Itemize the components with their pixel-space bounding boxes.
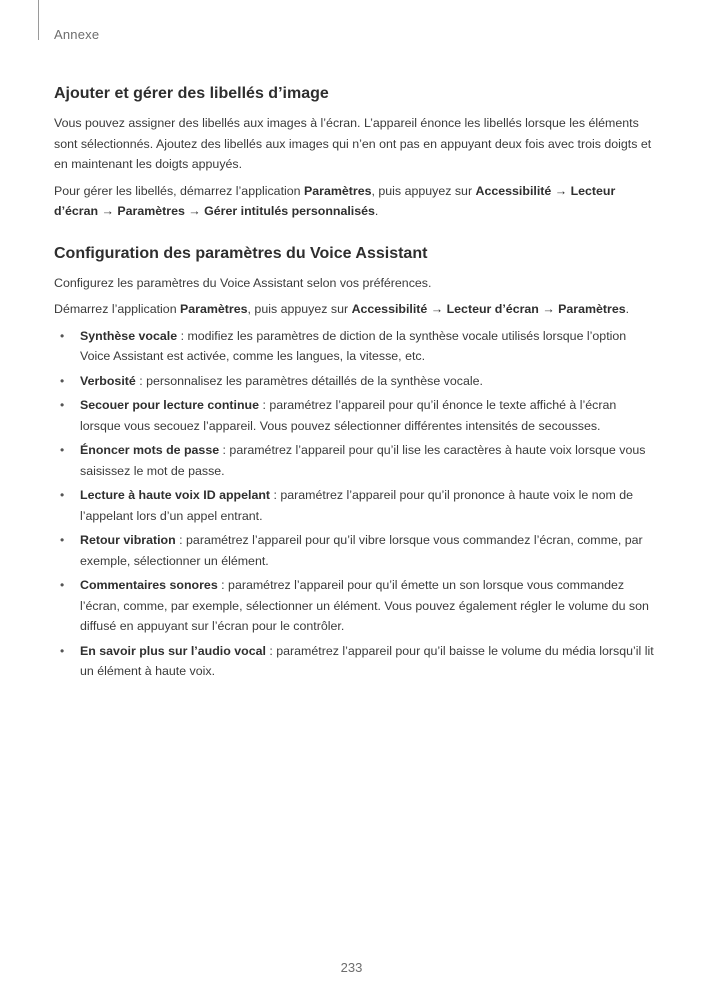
- page-number: 233: [340, 960, 363, 975]
- list-item: [54, 575, 654, 637]
- item-desc: : paramétrez l’appareil pour qu’il lise les caractères à haute voix lorsque vous saisissez le mot de passe.: [80, 443, 646, 478]
- bullet-icon: •: [60, 578, 65, 592]
- path-mid: , puis appuyez sur: [247, 302, 352, 316]
- item-desc: : personnalisez les paramètres détaillés de la synthèse vocale.: [135, 373, 483, 388]
- path-prefix: Pour gérer les libellés, démarrez l’application: [54, 183, 304, 198]
- item-desc: : modifiez les paramètres de diction de la synthèse vocale utilisés lorsque l’option Voice Assistant est activée, comme les langues, la vitesse, etc.: [80, 328, 627, 363]
- running-header: Annexe: [54, 27, 100, 42]
- item-desc: : paramétrez l’appareil pour qu’il prononce à haute voix le nom de l’appelant lors d’un appel entrant.: [80, 488, 634, 523]
- item-term: Secouer pour lecture continue: [80, 398, 260, 412]
- settings-list: [54, 326, 654, 682]
- bullet-icon: •: [60, 328, 65, 343]
- bullet-icon: •: [60, 443, 65, 457]
- item-term: Synthèse vocale: [80, 328, 178, 343]
- page-content: [54, 84, 654, 686]
- bullet-icon: •: [60, 398, 65, 412]
- section-intro: Vous pouvez assigner des libellés aux images à l’écran. L’appareil énonce les libellés lorsque les éléments sont sélectionnés. Ajoutez des libellés aux images qui n’en ont pas en appuyant deux fois avec trois doigts et en maintenant les doigts appuyés.: [54, 116, 652, 171]
- item-desc: : paramétrez l’appareil pour qu’il vibre lorsque vous commandez l’écran, comme, par exemple, sélectionner un élément.: [80, 533, 643, 568]
- path-steps: Accessibilité → Lecteur d’écran → Paramètres → Gérer intitulés personnalisés: [54, 183, 616, 218]
- path-mid: , puis appuyez sur: [371, 183, 476, 198]
- list-item: [54, 641, 654, 682]
- item-desc: : paramétrez l’appareil pour qu’il baisse le volume du média lorsqu’il lit un élément à haute voix.: [80, 643, 654, 678]
- path-end: .: [625, 302, 630, 316]
- item-term: Lecture à haute voix ID appelant: [80, 488, 271, 502]
- list-item: [54, 530, 654, 571]
- bullet-icon: •: [60, 533, 65, 547]
- settings-path: [54, 299, 654, 320]
- list-item: [54, 395, 654, 436]
- bullet-icon: •: [60, 488, 65, 502]
- item-term: Verbosité: [80, 373, 136, 388]
- item-term: Retour vibration: [80, 533, 176, 547]
- section-image-labels: [54, 84, 654, 222]
- path-steps: Accessibilité → Lecteur d’écran → Paramètres: [351, 302, 626, 316]
- list-item: [54, 440, 654, 481]
- section-voice-assistant: [54, 244, 654, 682]
- bullet-icon: •: [60, 643, 65, 658]
- list-item: [54, 326, 654, 367]
- side-rule: [38, 0, 39, 40]
- section-title: Ajouter et gérer des libellés d’image: [54, 85, 329, 102]
- path-prefix: Démarrez l’application: [54, 302, 181, 316]
- bullet-icon: •: [60, 373, 65, 388]
- item-desc: : paramétrez l’appareil pour qu’il énonce le texte affiché à l’écran lorsque vous secouez l’appareil. Vous pouvez sélectionner différentes intensités de secousses.: [80, 398, 617, 433]
- section-title: Configuration des paramètres du Voice Assistant: [54, 244, 428, 262]
- item-desc: : paramétrez l’appareil pour qu’il émette un son lorsque vous commandez l’écran, comme, par exemple, sélectionner un élément. Vous pouvez également régler le volume du son diffusé en appuyant sur l’écran pour le contrôler.: [80, 578, 649, 633]
- item-term: En savoir plus sur l’audio vocal: [80, 643, 266, 658]
- list-item: [54, 371, 654, 392]
- section-intro: Configurez les paramètres du Voice Assistant selon vos préférences.: [54, 275, 432, 290]
- path-app: Paramètres: [180, 302, 248, 316]
- path-app: Paramètres: [304, 183, 372, 198]
- list-item: [54, 485, 654, 526]
- path-end: .: [374, 204, 379, 218]
- item-term: Énoncer mots de passe: [80, 443, 220, 457]
- item-term: Commentaires sonores: [80, 578, 218, 592]
- settings-path: [54, 181, 654, 222]
